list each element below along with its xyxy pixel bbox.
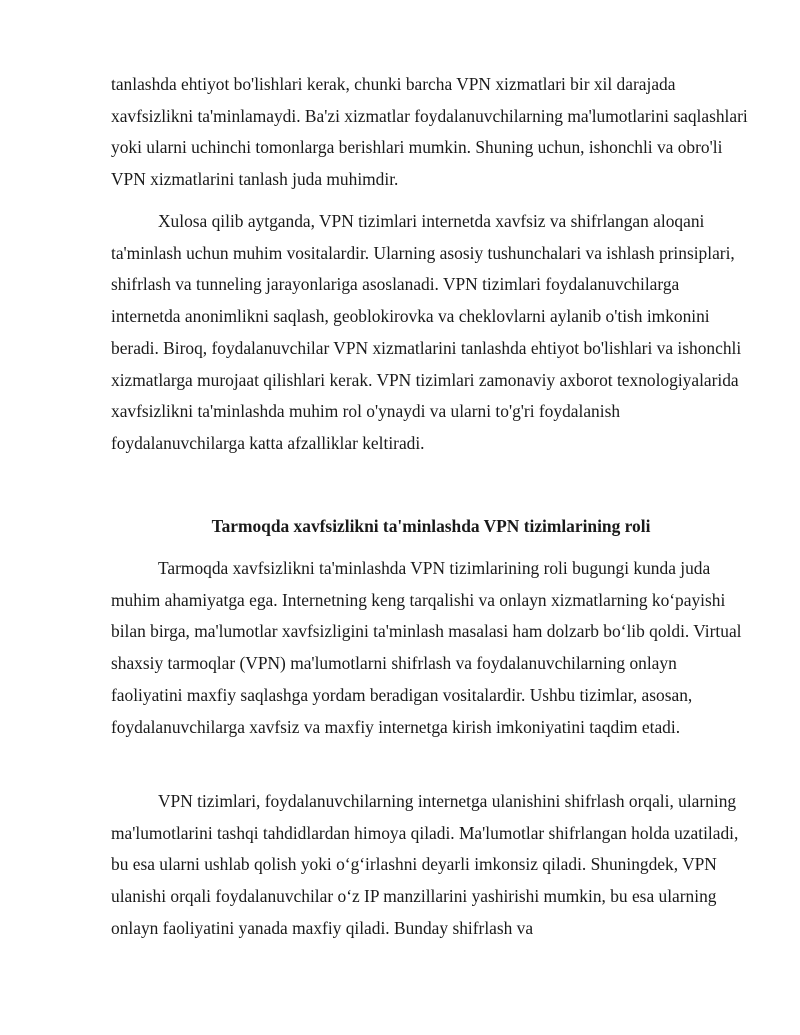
section-heading-block xyxy=(111,511,751,543)
document-text-block-2 xyxy=(111,206,751,460)
document-text-block-1 xyxy=(111,69,751,196)
section-heading: Tarmoqda xavfsizlikni ta'minlashda VPN tizimlarining roli xyxy=(211,516,651,536)
document-text-block-4 xyxy=(111,786,751,945)
document-text-block-3 xyxy=(111,553,751,743)
body-paragraph: tanlashda ehtiyot bo'lishlari kerak, chunki barcha VPN xizmatlari bir xil darajada xavfsizlikni ta'minlamaydi. Ba'zi xizmatlar foydalanuvchilarning ma'lumotlarini saqlashlari yoki ularni uchinchi tomonlarga berishlari mumkin. Shuning uchun, ishonchli va obro'li VPN xizmatlarini tanlash juda muhimdir. xyxy=(111,74,748,190)
body-paragraph: Tarmoqda xavfsizlikni ta'minlashda VPN tizimlarining roli bugungi kunda juda muhim ahamiyatga ega. Internetning keng tarqalishi va onlayn xizmatlarning koʻpayishi bilan birga, ma'lumotlar xavfsizligini ta'minlash masalasi ham dolzarb boʻlib qoldi. Virtual shaxsiy tarmoqlar (VPN) ma'lumotlarni shifrlash va foydalanuvchilarning onlayn faoliyatini maxfiy saqlashga yordam beradigan vositalardir. Ushbu tizimlar, asosan, foydalanuvchilarga xavfsiz va maxfiy internetga kirish imkoniyatini taqdim etadi. xyxy=(111,558,742,737)
body-paragraph: VPN tizimlari, foydalanuvchilarning internetga ulanishini shifrlash orqali, ularning ma'lumotlarini tashqi tahdidlardan himoya qiladi. Ma'lumotlar shifrlangan holda uzatiladi, bu esa ularni ushlab qolish yoki oʻgʻirlashni deyarli imkonsiz qiladi. Shuningdek, VPN ulanishi orqali foydalanuvchilar oʻz IP manzillarini yashirishi mumkin, bu esa ularning onlayn faoliyatini yanada maxfiy qiladi. Bunday shifrlash va xyxy=(111,791,739,938)
conclusion-paragraph: Xulosa qilib aytganda, VPN tizimlari internetda xavfsiz va shifrlangan aloqani ta'minlash uchun muhim vositalardir. Ularning asosiy tushunchalari va ishlash prinsiplari, shifrlash va tunneling jarayonlariga asoslanadi. VPN tizimlari foydalanuvchilarga internetda anonimlikni saqlash, geoblokirovka va cheklovlarni aylanib o'tish imkonini beradi. Biroq, foydalanuvchilar VPN xizmatlarini tanlashda ehtiyot bo'lishlari va ishonchli xizmatlarga murojaat qilishlari kerak. VPN tizimlari zamonaviy axborot texnologiyalarida xavfsizlikni ta'minlashda muhim rol o'ynaydi va ularni to'g'ri foydalanish foydalanuvchilarga katta afzalliklar keltiradi. xyxy=(111,211,742,453)
